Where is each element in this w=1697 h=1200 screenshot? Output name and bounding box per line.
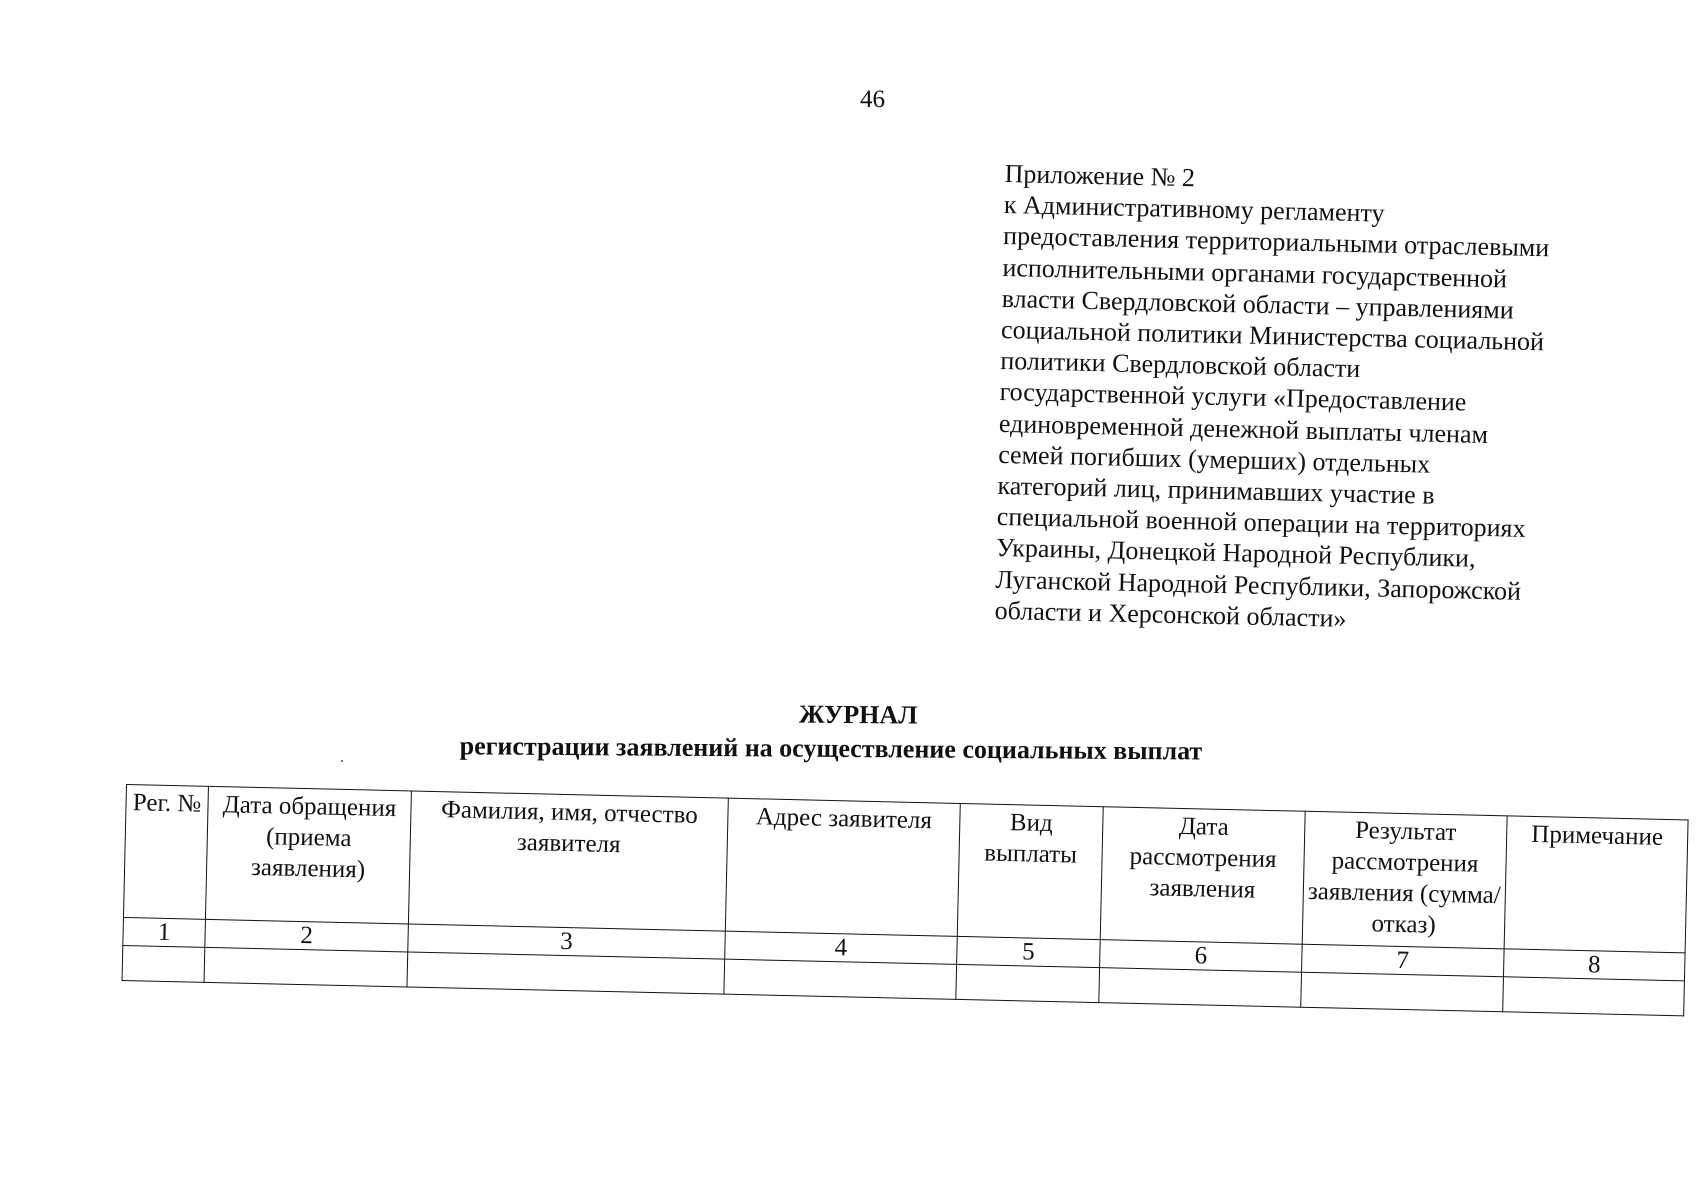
appendix-line: социальной политики Министерства социальной [1000,314,1545,357]
column-number: 4 [725,931,958,964]
appendix-block [994,158,1624,640]
appendix-line: политики Свердловской области [1000,346,1361,384]
column-header-review-date: Дата рассмотрения заявления [1100,807,1305,945]
appendix-line: единовременной денежной выплаты членам [998,408,1489,449]
appendix-line: исполнительными органами государственной [1002,252,1508,294]
appendix-line: семей погибших (умерших) отдельных [997,439,1431,479]
appendix-line: категорий лиц, принимавших участие в [997,470,1435,510]
appendix-line: власти Свердловской области – управлениями [1001,283,1515,325]
appendix-line: специальной военной операции на территориях [996,502,1526,544]
table-cell [204,947,408,987]
appendix-line: предоставления территориальными отраслевыми [1002,221,1550,263]
appendix-line: Луганской Народной Республики, Запорожской [995,564,1522,606]
table-cell [1099,968,1302,1008]
column-header-review-result: Результат рассмотрения заявления (сумма/отказ) [1302,811,1507,949]
table-cell [407,952,725,994]
appendix-line: Приложение № 2 [1004,158,1196,193]
journal-table-wrapper [122,784,1689,1016]
column-number: 6 [1100,940,1303,973]
column-number: 7 [1302,944,1505,977]
column-header-application-date: Дата обращения (приема заявления) [205,786,411,924]
page-number: 46 [860,86,885,113]
column-number: 2 [205,919,409,952]
column-header-address: Адрес заявителя [725,798,960,936]
column-header-full-name: Фамилия, имя, отчество заявителя [408,791,728,931]
journal-subtitle: регистрации заявлений на осуществление социальных выплат [459,731,1203,766]
column-header-reg-number: Рег. № [123,785,208,920]
table-cell [1301,972,1504,1012]
column-header-note: Примечание [1504,816,1688,953]
table-cell [724,959,957,999]
column-number: 5 [957,936,1101,967]
table-cell [956,964,1100,1002]
appendix-line: Украины, Донецкой Народной Республики, [995,533,1476,574]
appendix-line: государственной услуги «Предоставление [999,377,1467,417]
column-number: 8 [1503,949,1685,981]
column-number: 3 [408,924,726,959]
appendix-line: области и Херсонской области» [994,595,1347,633]
journal-heading [0,694,1697,766]
appendix-line: к Административному регламенту [1003,190,1385,228]
column-header-payment-type: Вид выплаты [957,803,1103,939]
table-cell [122,945,205,982]
scan-speck [341,760,343,762]
column-number: 1 [123,917,206,947]
journal-table [122,784,1689,1016]
journal-title: ЖУРНАЛ [798,699,918,730]
table-cell [1503,977,1685,1016]
